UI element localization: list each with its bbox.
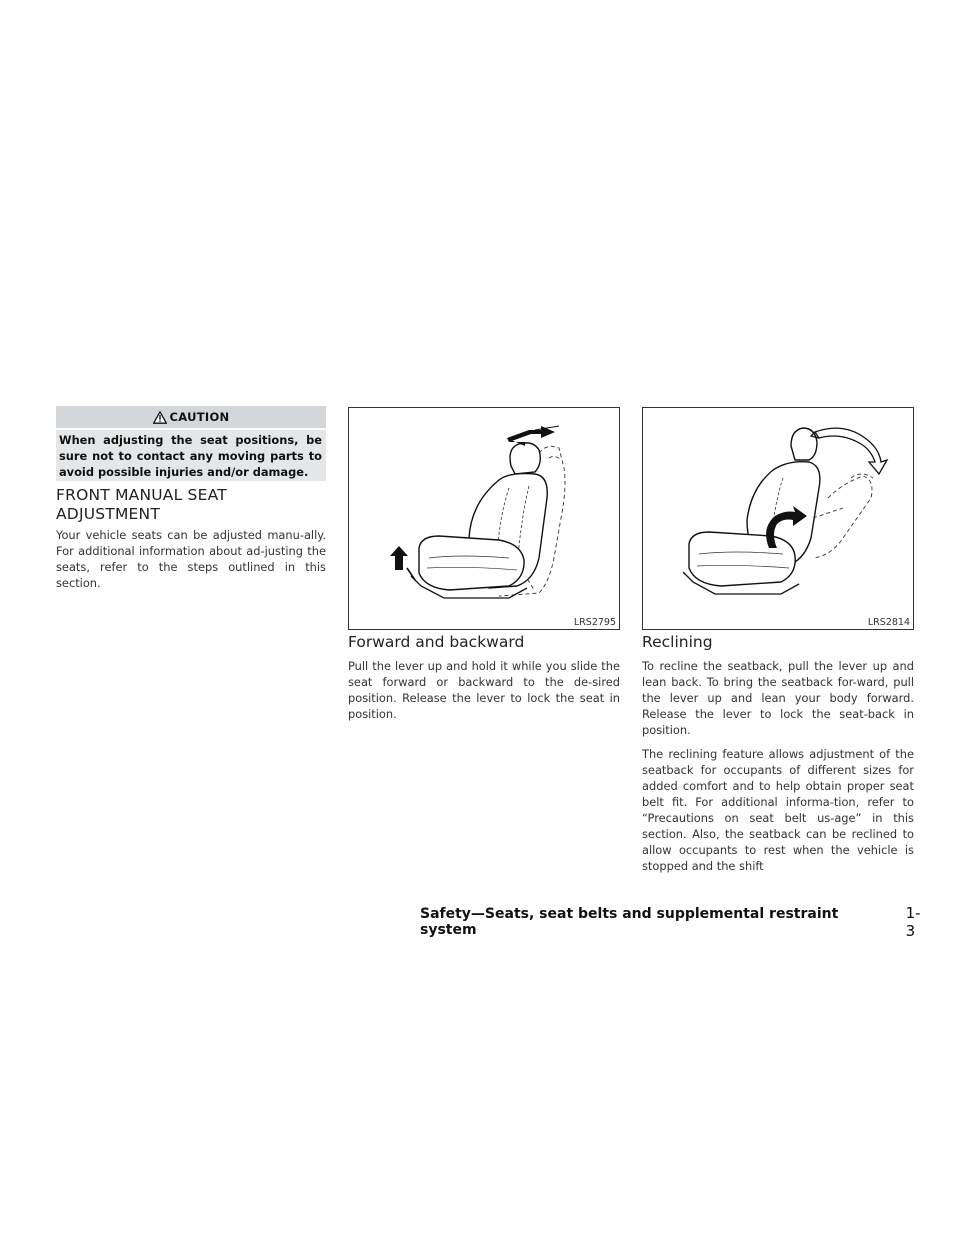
reclining-paragraph-2: The reclining feature allows adjustment of the seatback for occupants of different sizes for added comfort and to help obtain proper seat belt fit. For additional informa-tion, refer to “Precautions on seat belt us-age” in this section. Also, the seatback can be reclined to allow occupants to rest when the vehicle is stopped and the shift	[642, 747, 914, 873]
caution-title: CAUTION	[169, 410, 230, 424]
page-number: 1-3	[905, 904, 921, 940]
intro-paragraph: Your vehicle seats can be adjusted manu-ally. For additional information about ad-justing the seats, refer to the steps outlined in this section.	[56, 528, 326, 590]
section-heading: FRONT MANUAL SEAT ADJUSTMENT	[56, 486, 227, 523]
figure-code: LRS2795	[573, 617, 616, 628]
caution-text: When adjusting the seat positions, be sure not to contact any moving parts to avoid possible injuries and/or damage.	[59, 433, 322, 479]
figure-forward-backward	[348, 407, 620, 630]
forward-heading: Forward and backward	[348, 633, 525, 651]
caution-header	[56, 406, 326, 428]
figure-reclining	[642, 407, 914, 630]
warning-icon	[153, 411, 167, 424]
reclining-heading: Reclining	[642, 633, 713, 651]
footer-title: Safety—Seats, seat belts and supplemental restraint system	[420, 906, 839, 938]
seat-recline-illustration	[643, 408, 913, 629]
page-footer	[420, 904, 930, 940]
figure-code: LRS2814	[867, 617, 910, 628]
reclining-paragraph-1: To recline the seatback, pull the lever up and lean back. To bring the seatback for-ward, pull the lever up and lean your body forward. Release the lever to lock the seat-back in position.	[642, 659, 914, 737]
seat-slide-illustration	[349, 408, 619, 629]
forward-paragraph: Pull the lever up and hold it while you slide the seat forward or backward to the de-sired position. Release the lever to lock the seat in position.	[348, 659, 620, 721]
caution-box	[56, 430, 326, 481]
